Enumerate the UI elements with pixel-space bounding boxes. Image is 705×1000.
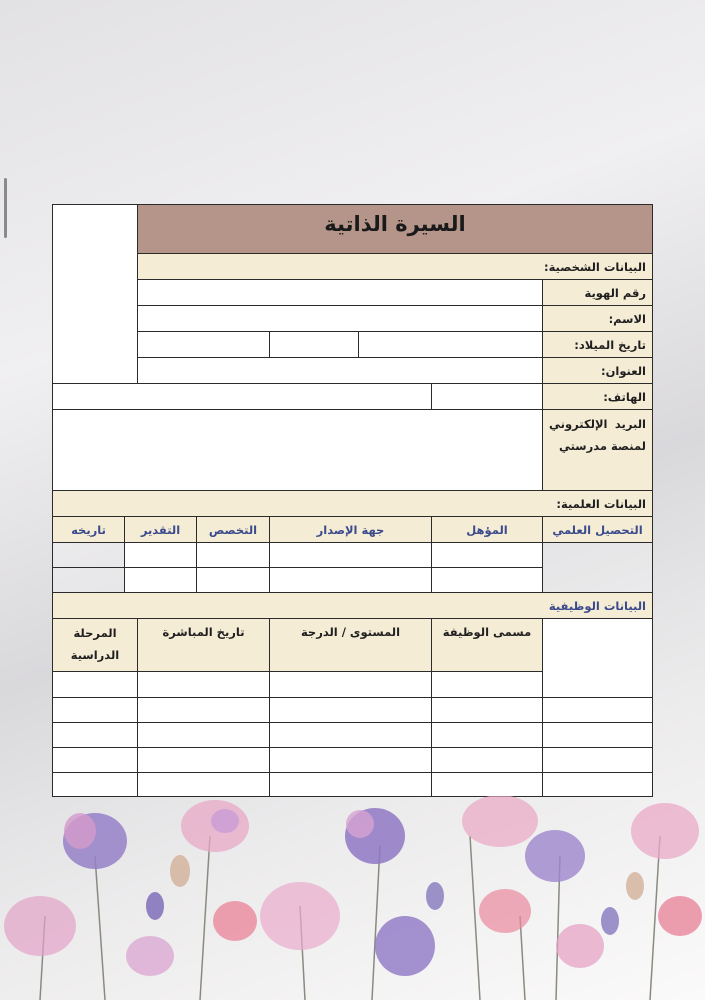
- birth-year-input[interactable]: [137, 331, 270, 358]
- table-cell[interactable]: [431, 747, 543, 773]
- academic-col-date: تاريخه: [52, 516, 125, 543]
- table-cell[interactable]: [137, 697, 270, 723]
- id-number-label: رقم الهوية: [542, 279, 653, 306]
- table-cell[interactable]: [269, 722, 432, 748]
- academic-attainment-merged[interactable]: [542, 542, 653, 593]
- address-input[interactable]: [137, 357, 543, 384]
- flower-purple-2: [345, 808, 405, 864]
- table-cell[interactable]: [269, 567, 432, 593]
- employment-col-title: مسمى الوظيفة: [431, 618, 543, 672]
- academic-col-specialty: التخصص: [196, 516, 270, 543]
- floral-decoration: [0, 796, 705, 1000]
- employment-col-start-date: تاريخ المباشرة: [137, 618, 270, 672]
- table-cell[interactable]: [431, 671, 543, 698]
- table-cell[interactable]: [431, 772, 543, 797]
- academic-col-issuer: جهة الإصدار: [269, 516, 432, 543]
- id-number-input[interactable]: [137, 279, 543, 306]
- table-cell[interactable]: [542, 747, 653, 773]
- table-cell[interactable]: [137, 772, 270, 797]
- section-employment: البيانات الوظيفية: [52, 592, 653, 619]
- table-cell[interactable]: [52, 772, 138, 797]
- employment-col-stage: المرحلة الدراسية: [52, 618, 138, 672]
- birth-day-input[interactable]: [358, 331, 543, 358]
- table-cell[interactable]: [431, 697, 543, 723]
- photo-box[interactable]: [52, 204, 138, 384]
- table-cell[interactable]: [137, 671, 270, 698]
- table-cell[interactable]: [52, 542, 125, 568]
- academic-col-grade: التقدير: [124, 516, 197, 543]
- table-cell[interactable]: [52, 567, 125, 593]
- page-title: السيرة الذاتية: [137, 204, 653, 254]
- email-input[interactable]: [52, 409, 543, 491]
- table-cell[interactable]: [269, 697, 432, 723]
- flower-pink-4: [213, 882, 340, 950]
- table-cell[interactable]: [269, 542, 432, 568]
- table-cell[interactable]: [137, 747, 270, 773]
- table-cell[interactable]: [269, 671, 432, 698]
- name-label: الاسم:: [542, 305, 653, 332]
- scrollbar-indicator[interactable]: [4, 178, 7, 238]
- phone-input-left[interactable]: [52, 383, 432, 410]
- section-academic: البيانات العلمية:: [52, 490, 653, 517]
- table-cell[interactable]: [124, 567, 197, 593]
- birth-month-input[interactable]: [269, 331, 359, 358]
- flower-purple-1: [63, 813, 127, 869]
- section-personal: البيانات الشخصية:: [137, 253, 653, 280]
- employment-col-blank: [542, 618, 653, 698]
- table-cell[interactable]: [124, 542, 197, 568]
- phone-label: الهاتف:: [542, 383, 653, 410]
- flower-purple-3: [375, 889, 531, 976]
- table-cell[interactable]: [52, 722, 138, 748]
- table-cell[interactable]: [431, 567, 543, 593]
- table-cell[interactable]: [137, 722, 270, 748]
- table-cell[interactable]: [52, 671, 138, 698]
- table-cell[interactable]: [52, 747, 138, 773]
- academic-col-qualification: المؤهل: [431, 516, 543, 543]
- table-cell[interactable]: [52, 697, 138, 723]
- table-cell[interactable]: [542, 697, 653, 723]
- table-cell[interactable]: [196, 567, 270, 593]
- table-cell[interactable]: [269, 772, 432, 797]
- phone-input[interactable]: [431, 383, 543, 410]
- table-cell[interactable]: [542, 722, 653, 748]
- table-cell[interactable]: [431, 542, 543, 568]
- table-cell[interactable]: [269, 747, 432, 773]
- cv-form-table: [52, 204, 653, 797]
- employment-col-level: المستوى / الدرجة: [269, 618, 432, 672]
- flower-pink-1: [181, 800, 249, 852]
- email-label: البريد الإلكتروني لمنصة مدرستي: [542, 409, 653, 491]
- academic-col-attainment: التحصيل العلمي: [542, 516, 653, 543]
- table-cell[interactable]: [196, 542, 270, 568]
- table-cell[interactable]: [431, 722, 543, 748]
- flower-pink-2: [462, 796, 585, 882]
- name-input[interactable]: [137, 305, 543, 332]
- address-label: العنوان:: [542, 357, 653, 384]
- birth-date-label: تاريخ الميلاد:: [542, 331, 653, 358]
- table-cell[interactable]: [542, 772, 653, 797]
